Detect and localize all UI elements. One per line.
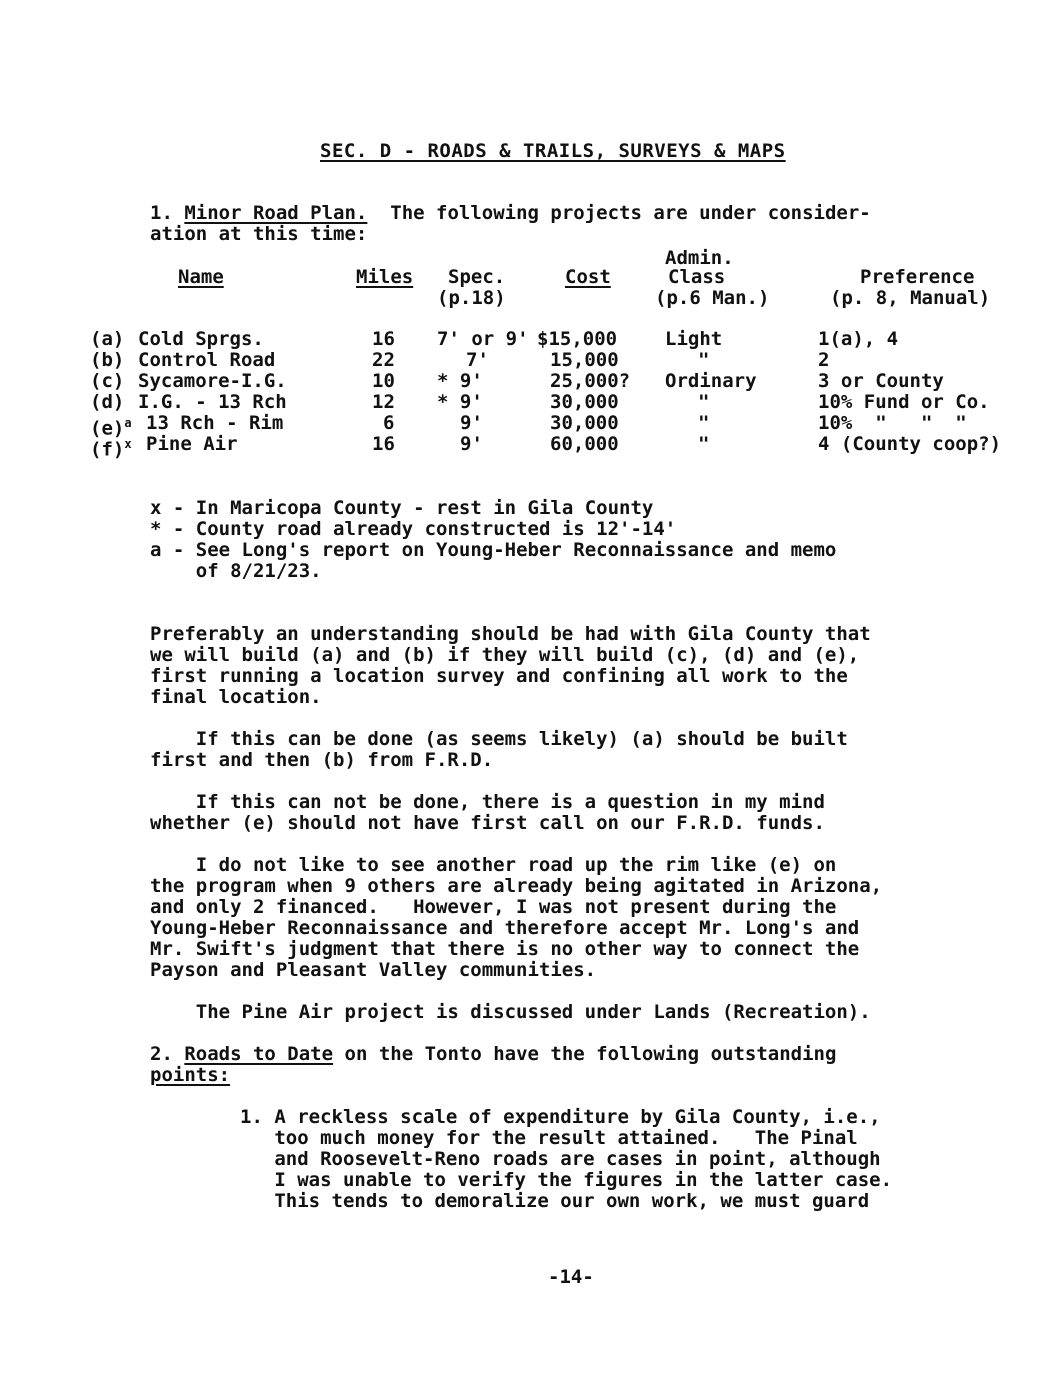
row-d-name: I.G. - 13 Rch (138, 391, 287, 413)
row-d-admin: " (698, 391, 710, 413)
row-f-spec: 9' (460, 433, 483, 455)
row-f-id (90, 434, 132, 460)
row-c-id: (c) (90, 370, 125, 392)
section-title: SEC. D - ROADS & TRAILS, SURVEYS & MAPS (320, 140, 786, 162)
header-spec-ref: (p.18) (437, 287, 506, 309)
row-c-preference: 3 or County (818, 370, 944, 392)
note-a (150, 540, 836, 561)
row-e-miles: 6 (383, 412, 395, 434)
row-b-id: (b) (90, 349, 125, 371)
header-admin-2: Class (668, 266, 726, 288)
note-a-continued (150, 561, 322, 582)
row-f-name: Pine Air (146, 433, 238, 455)
paragraph-4-line-1: I do not like to see another road up the rim like (e) on (150, 854, 837, 876)
section-2-line-1-rest: on the Tonto have the following outstanding (344, 1043, 837, 1065)
row-a-miles: 16 (372, 328, 395, 350)
row-d-spec: * 9' (437, 391, 483, 413)
item-1-line-2: too much money for the result attained. The Pinal (240, 1127, 858, 1149)
row-c-admin: Ordinary (665, 370, 757, 392)
row-b-preference: 2 (818, 349, 830, 371)
row-a-cost: $15,000 (537, 328, 618, 350)
row-f-preference: 4 (County coop?) (818, 433, 1002, 455)
header-miles: Miles (356, 266, 414, 288)
note-x-text: - In Maricopa County - rest in Gila County (172, 497, 654, 519)
note-x (150, 498, 653, 519)
item-1-line-5: This tends to demoralize our own work, we must guard (240, 1190, 870, 1212)
row-a-spec: 7' or 9' (437, 328, 529, 350)
item-1-line-3: and Roosevelt-Reno roads are cases in point, although (240, 1148, 881, 1170)
note-a-text: - See Long's report on Young-Heber Reconnaissance and memo (172, 539, 837, 561)
paragraph-3-line-2: whether (e) should not have first call on our F.R.D. funds. (150, 812, 825, 834)
row-f-id-text: (f) (90, 438, 125, 461)
paragraph-4-line-6: Payson and Pleasant Valley communities. (150, 959, 597, 981)
header-preference-ref: (p. 8, Manual) (830, 287, 991, 309)
paragraph-4-line-2: the program when 9 others are already being agitated in Arizona, (150, 875, 883, 897)
row-b-name: Control Road (138, 349, 276, 371)
note-asterisk-text: - County road already constructed is 12'-14' (172, 518, 677, 540)
header-admin-ref: (p.6 Man.) (655, 287, 770, 309)
row-a-name: Cold Sprgs. (138, 328, 264, 350)
paragraph-5: The Pine Air project is discussed under Lands (Recreation). (150, 1001, 871, 1023)
header-admin-1: Admin. (665, 247, 734, 269)
note-x-mark: x (150, 497, 162, 519)
row-e-admin: " (698, 412, 710, 434)
row-f-admin: " (698, 433, 710, 455)
row-d-id: (d) (90, 391, 125, 413)
paragraph-4-line-4: Young-Heber Reconnaissance and therefore accept Mr. Long's and (150, 917, 860, 939)
header-cost: Cost (565, 266, 611, 288)
row-b-spec: 7' (466, 349, 489, 371)
header-preference: Preference (860, 266, 975, 288)
row-c-miles: 10 (372, 370, 395, 392)
paragraph-4-line-3: and only 2 financed. However, I was not present during the (150, 896, 837, 918)
row-b-admin: " (698, 349, 710, 371)
paragraph-3-line-1: If this can not be done, there is a question in my mind (150, 791, 825, 813)
item-1-line-4: I was unable to verify the figures in the latter case. (240, 1169, 893, 1191)
row-e-spec: 9' (460, 412, 483, 434)
note-asterisk-mark: * (150, 518, 162, 540)
row-d-preference: 10% Fund or Co. (818, 391, 990, 413)
row-d-cost: 30,000 (550, 391, 619, 413)
item-1-line-1: 1. A reckless scale of expenditure by Gila County, i.e., (240, 1106, 881, 1128)
section-2-number: 2. (150, 1043, 173, 1065)
row-a-id: (a) (90, 328, 125, 350)
row-c-cost: 25,000? (550, 370, 631, 392)
row-b-miles: 22 (372, 349, 395, 371)
row-e-name: 13 Rch - Rim (146, 412, 284, 434)
row-f-cost: 60,000 (550, 433, 619, 455)
row-b-cost: 15,000 (550, 349, 619, 371)
paragraph-4-line-5: Mr. Swift's judgment that there is no other way to connect the (150, 938, 860, 960)
paragraph-1-line-2: we will build (a) and (b) if they will build (c), (d) and (e), (150, 644, 860, 666)
section-1-line-2: ation at this time: (150, 223, 368, 245)
row-a-preference: 1(a), 4 (818, 328, 899, 350)
row-a-admin: Light (665, 328, 723, 350)
row-d-miles: 12 (372, 391, 395, 413)
note-a-mark: a (150, 539, 162, 561)
paragraph-2-line-1: If this can be done (as seems likely) (a) should be built (150, 728, 848, 750)
paragraph-1-line-4: final location. (150, 686, 322, 708)
section-1-line-1 (150, 202, 871, 224)
page-number: -14- (548, 1266, 594, 1288)
paragraph-2-line-2: first and then (b) from F.R.D. (150, 749, 494, 771)
row-e-id-text: (e) (90, 417, 125, 440)
row-c-name: Sycamore-I.G. (138, 370, 287, 392)
section-1-line-1-rest: The following projects are under consider- (390, 202, 871, 224)
header-name: Name (178, 266, 224, 288)
note-continued-text: of 8/21/23. (172, 560, 322, 582)
row-f-miles: 16 (372, 433, 395, 455)
row-e-cost: 30,000 (550, 412, 619, 434)
header-spec: Spec. (448, 266, 506, 288)
paragraph-1-line-1: Preferably an understanding should be had with Gila County that (150, 623, 871, 645)
section-2-line-1 (150, 1044, 836, 1065)
row-f-superscript: x (124, 437, 132, 451)
row-e-preference: 10% " " " (818, 412, 967, 434)
note-asterisk (150, 519, 676, 540)
section-1-number: 1. (150, 202, 173, 224)
paragraph-1-line-3: first running a location survey and confining all work to the (150, 665, 848, 687)
section-2-heading: Roads to Date (184, 1043, 334, 1065)
section-2-line-2: points: (150, 1064, 231, 1086)
row-c-spec: * 9' (437, 370, 483, 392)
section-1-heading: Minor Road Plan. (184, 202, 368, 224)
row-e-superscript: a (124, 416, 132, 430)
